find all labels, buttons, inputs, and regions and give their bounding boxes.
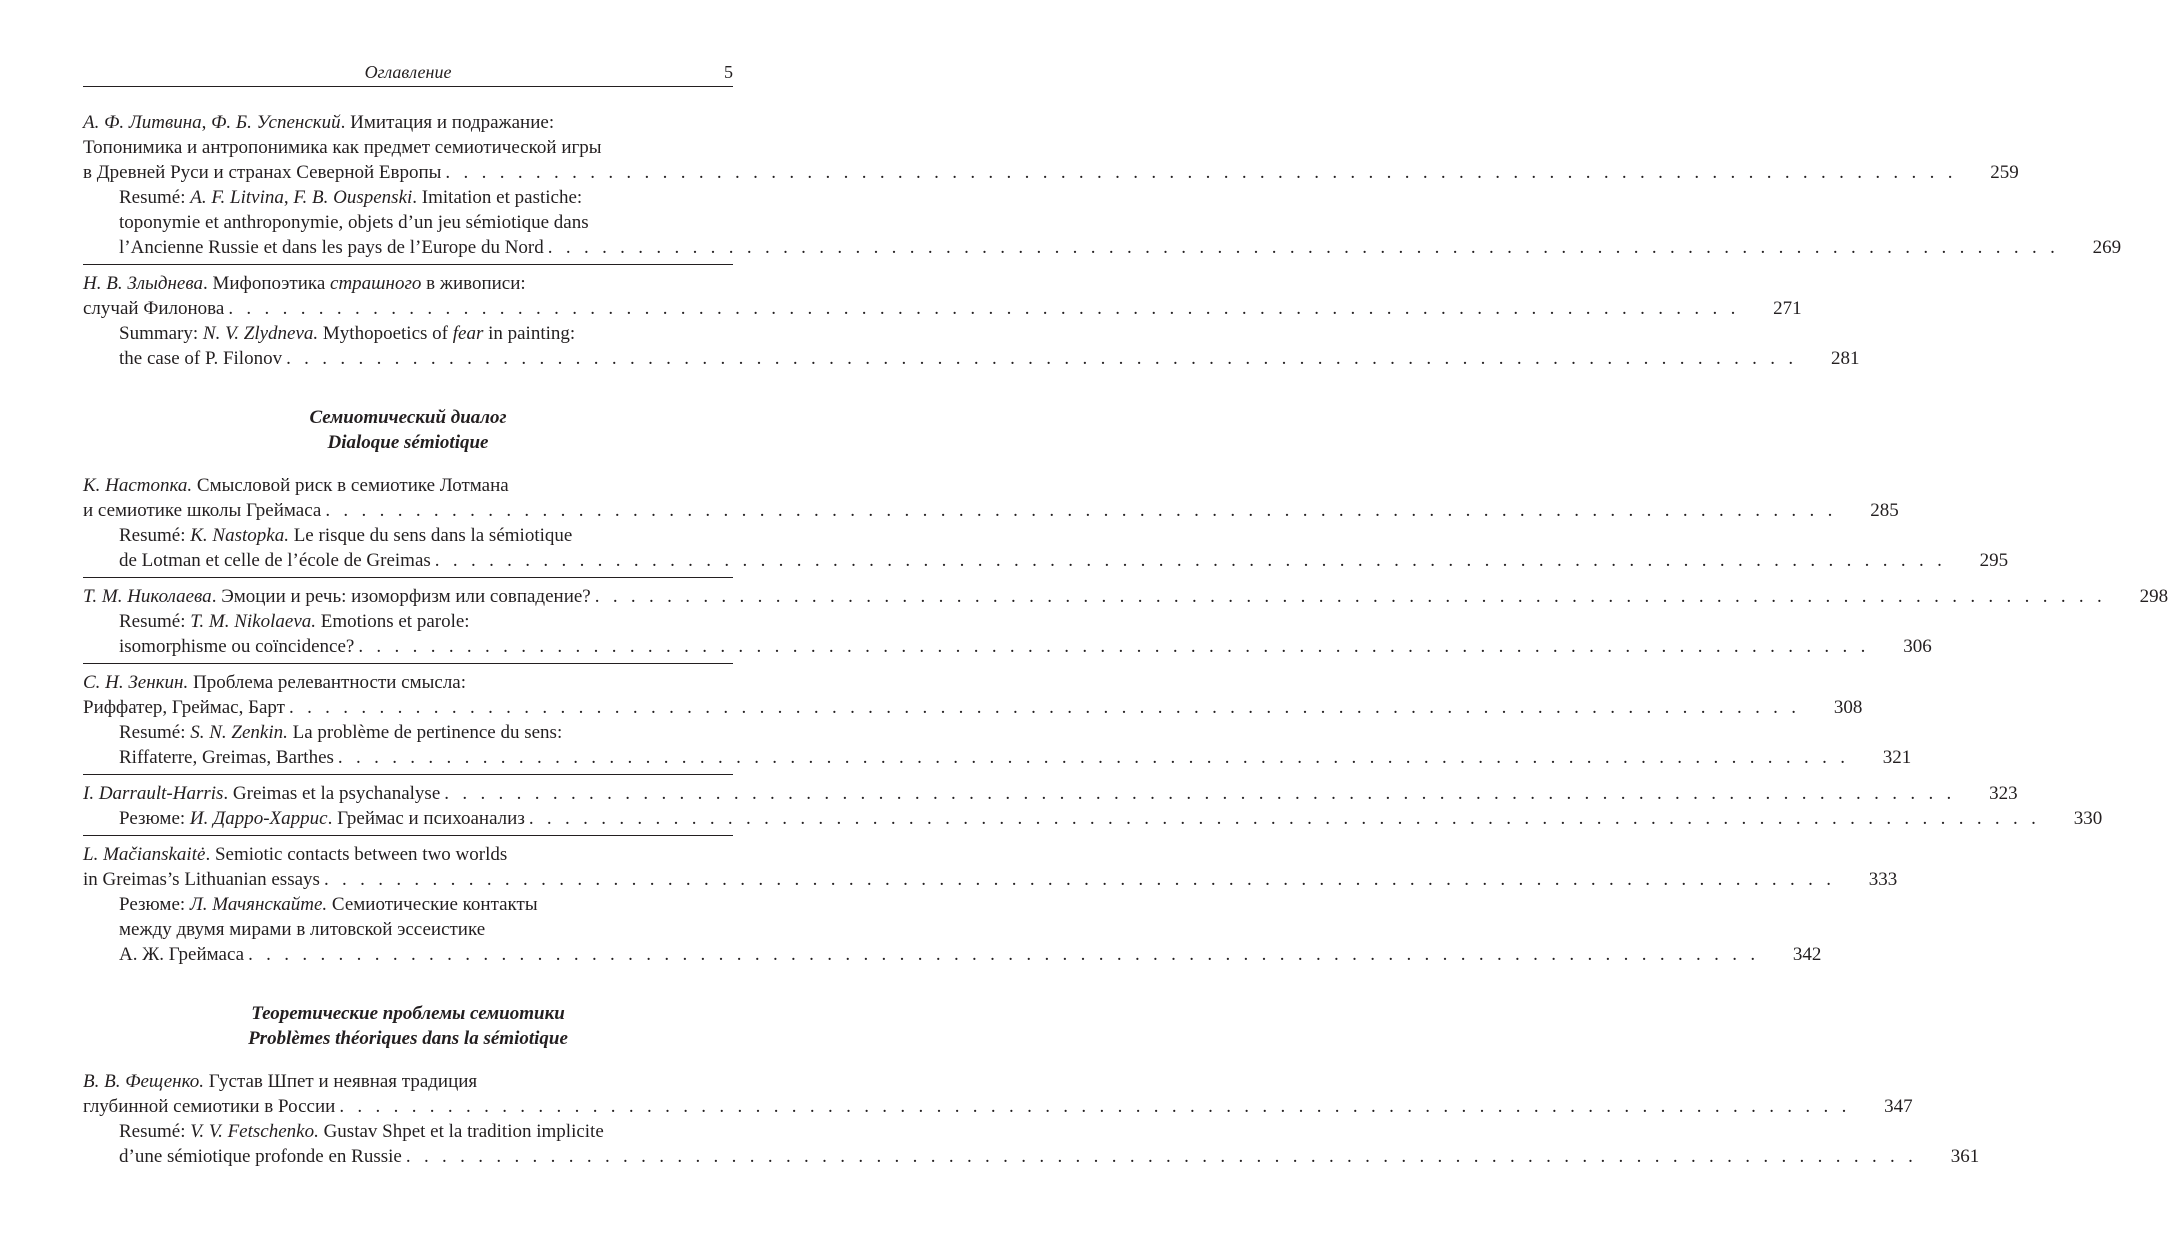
section-title-fr: Problèmes théoriques dans la sémiotique xyxy=(248,1028,568,1049)
toc-line xyxy=(83,473,733,498)
author: А. Ф. Литвина xyxy=(83,112,202,133)
page-number: 285 xyxy=(1870,500,1899,521)
entry-title: в живописи: xyxy=(421,273,526,294)
summary-label: Resumé: xyxy=(119,611,191,632)
toc-line xyxy=(83,110,733,135)
entry-title: Риффатер, Греймас, Барт xyxy=(83,697,285,718)
summary-label: Резюме: xyxy=(119,894,190,915)
header-page-number: 5 xyxy=(724,62,733,82)
entry-title: Смысловой риск в семиотике Лотмана xyxy=(192,475,509,496)
entry-title: . Мифопоэтика xyxy=(202,273,331,294)
entry-title: случай Филонова xyxy=(83,298,225,319)
page-number: 323 xyxy=(1989,783,2018,804)
author: Т. М. Николаева xyxy=(83,586,212,607)
leader-dots: . . . . . . . . . . . . . . . . . . . . . . . . . . . . . . . . . . . . . . . . . . . . . . . . . . . . . . . . . . . . . . . . . . . . . . . . . . . . . . . . . . . . xyxy=(405,1146,1918,1167)
entry-title: А. Ж. Греймаса xyxy=(119,944,245,965)
section-title-fr: Dialoque sémiotique xyxy=(327,432,489,453)
entry-title: Проблема релевантности смысла: xyxy=(188,672,467,693)
toc-subline xyxy=(83,523,733,548)
page-number: 259 xyxy=(1990,162,2019,183)
toc-line xyxy=(83,1069,733,1094)
toc-entry xyxy=(83,110,2122,265)
entry-title: Emotions et parole: xyxy=(316,611,470,632)
summary-label: Resumé: xyxy=(119,187,191,208)
page-number: 306 xyxy=(1903,636,1932,657)
author: T. M. Nikolaeva. xyxy=(190,611,317,632)
toc-line[interactable] xyxy=(83,867,1898,892)
toc-subline xyxy=(83,321,733,346)
leader-dots: . . . . . . . . . . . . . . . . . . . . . . . . . . . . . . . . . . . . . . . . . . . . . . . . . . . . . . . . . . . . . . . . . . . . . . . . . . . . . . . . . . . . xyxy=(339,1096,1851,1117)
entry-title: . Греймас и психоанализ xyxy=(327,808,525,829)
leader-dots: . . . . . . . . . . . . . . . . . . . . . . . . . . . . . . . . . . . . . . . . . . . . . . . . . . . . . . . . . . . . . . . . . . . . . . . . . . . . . . . . . . . . xyxy=(528,808,2041,829)
summary-label: Resumé: xyxy=(119,525,191,546)
separator: , xyxy=(283,187,294,208)
running-header xyxy=(83,60,733,87)
summary-label: Resumé: xyxy=(119,1121,191,1142)
toc-subline xyxy=(83,917,733,942)
entry-title: Топонимика и антропонимика как предмет семиотической игры xyxy=(83,137,602,158)
page-number: 298 xyxy=(2139,586,2168,607)
toc-subline[interactable] xyxy=(83,745,1912,770)
entry-title: de Lotman et celle de l’école de Greimas xyxy=(119,550,431,571)
leader-dots: . . . . . . . . . . . . . . . . . . . . . . . . . . . . . . . . . . . . . . . . . . . . . . . . . . . . . . . . . . . . . . . . . . . . . . . . . . . . . . . . . . . . xyxy=(358,636,1870,657)
entry-title: toponymie et anthroponymie, objets d’un jeu sémiotique dans xyxy=(119,212,589,233)
author: N. V. Zlydneva. xyxy=(202,323,319,344)
entry-title: l’Ancienne Russie et dans les pays de l’Europe du Nord xyxy=(119,237,544,258)
separator: , xyxy=(201,112,212,133)
page-number: 330 xyxy=(2073,808,2103,829)
toc-subline xyxy=(83,892,733,917)
author: К. Настопка. xyxy=(83,475,193,496)
toc-line xyxy=(83,670,733,695)
toc-content xyxy=(83,110,2168,1179)
leader-dots: . . . . . . . . . . . . . . . . . . . . . . . . . . . . . . . . . . . . . . . . . . . . . . . . . . . . . . . . . . . . . . . . . . . . . . . . . . . . . . . . . . . . xyxy=(248,944,1760,965)
section-heading xyxy=(83,405,733,455)
section-heading xyxy=(83,1001,733,1051)
toc-line[interactable] xyxy=(83,160,2019,185)
entry-title: Семиотические контакты xyxy=(327,894,538,915)
leader-dots: . . . . . . . . . . . . . . . . . . . . . . . . . . . . . . . . . . . . . . . . . . . . . . . . . . . . . . . . . . . . . . . . . . . . . . . . . . . . . . . . . . . . xyxy=(547,237,2060,258)
author: Н. В. Злыднева xyxy=(83,273,203,294)
summary-label: Резюме: xyxy=(119,808,190,829)
toc-entry xyxy=(83,1069,1980,1173)
author: И. Дарро-Харрис xyxy=(189,808,328,829)
page-number: 281 xyxy=(1830,348,1860,369)
toc-line[interactable] xyxy=(83,296,1802,321)
toc-line[interactable] xyxy=(83,1094,1913,1119)
entry-title: и семиотике школы Греймаса xyxy=(83,500,322,521)
toc-subline[interactable] xyxy=(83,634,1932,659)
author: V. V. Fetschenko. xyxy=(190,1121,319,1142)
entry-title: . Greimas et la psychanalyse xyxy=(223,783,441,804)
author: В. В. Фещенко. xyxy=(83,1071,205,1092)
leader-dots: . . . . . . . . . . . . . . . . . . . . . . . . . . . . . . . . . . . . . . . . . . . . . . . . . . . . . . . . . . . . . . . . . . . . . . . . . . . . . . . . . . . . xyxy=(228,298,1740,319)
entry-title: Густав Шпет и неявная традиция xyxy=(204,1071,478,1092)
toc-subline[interactable] xyxy=(83,1144,1980,1169)
author: F. B. Ouspenski xyxy=(293,187,413,208)
summary-label: Summary: xyxy=(119,323,203,344)
toc-line xyxy=(83,135,733,160)
toc-subline xyxy=(83,609,733,634)
page-number: 271 xyxy=(1773,298,1802,319)
entry-title: Mythopoetics of xyxy=(318,323,453,344)
header-title: Оглавление xyxy=(364,62,452,82)
leader-dots: . . . . . . . . . . . . . . . . . . . . . . . . . . . . . . . . . . . . . . . . . . . . . . . . . . . . . . . . . . . . . . . . . . . . . . . . . . . . . . . . . . . . xyxy=(337,747,1850,768)
page-number: 347 xyxy=(1884,1096,1913,1117)
toc-subline xyxy=(83,1119,733,1144)
page-number: 342 xyxy=(1792,944,1822,965)
entry-title: . Имитация и подражание: xyxy=(340,112,555,133)
entry-title: La problème de pertinence du sens: xyxy=(287,722,563,743)
section-title-ru: Семиотический диалог xyxy=(309,407,507,428)
toc-entry xyxy=(83,473,2009,578)
entry-title: in Greimas’s Lithuanian essays xyxy=(83,869,320,890)
toc-entry xyxy=(83,271,1860,375)
toc-line xyxy=(83,842,733,867)
entry-title: . Imitation et pastiche: xyxy=(412,187,583,208)
leader-dots: . . . . . . . . . . . . . . . . . . . . . . . . . . . . . . . . . . . . . . . . . . . . . . . . . . . . . . . . . . . . . . . . . . . . . . . . . . . . . . . . . . . . xyxy=(286,348,1798,369)
entry-title: Gustav Shpet et la tradition implicite xyxy=(318,1121,604,1142)
entry-title-italic: fear xyxy=(452,323,484,344)
toc-line xyxy=(83,271,733,296)
page-number: 308 xyxy=(1833,697,1863,718)
toc-entry xyxy=(83,670,1912,775)
leader-dots: . . . . . . . . . . . . . . . . . . . . . . . . . . . . . . . . . . . . . . . . . . . . . . . . . . . . . . . . . . . . . . . . . . . . . . . . . . . . . . . . . . . . xyxy=(594,586,2107,607)
entry-title: в Древней Руси и странах Северной Европы xyxy=(83,162,442,183)
entry-title-italic: страшного xyxy=(330,273,422,294)
entry-title: the case of P. Filonov xyxy=(119,348,283,369)
toc-entry xyxy=(83,584,2168,664)
summary-label: Resumé: xyxy=(119,722,191,743)
entry-title: . Semiotic contacts between two worlds xyxy=(205,844,508,865)
toc-subline xyxy=(83,210,733,235)
author: Ф. Б. Успенский xyxy=(211,112,341,133)
leader-dots: . . . . . . . . . . . . . . . . . . . . . . . . . . . . . . . . . . . . . . . . . . . . . . . . . . . . . . . . . . . . . . . . . . . . . . . . . . . . . . . . . . . . xyxy=(434,550,1947,571)
leader-dots: . . . . . . . . . . . . . . . . . . . . . . . . . . . . . . . . . . . . . . . . . . . . . . . . . . . . . . . . . . . . . . . . . . . . . . . . . . . . . . . . . . . . xyxy=(325,500,1837,521)
leader-dots: . . . . . . . . . . . . . . . . . . . . . . . . . . . . . . . . . . . . . . . . . . . . . . . . . . . . . . . . . . . . . . . . . . . . . . . . . . . . . . . . . . . . xyxy=(445,162,1957,183)
toc-subline[interactable] xyxy=(83,942,1822,967)
leader-dots: . . . . . . . . . . . . . . . . . . . . . . . . . . . . . . . . . . . . . . . . . . . . . . . . . . . . . . . . . . . . . . . . . . . . . . . . . . . . . . . . . . . . xyxy=(288,697,1801,718)
author: I. Darrault-Harris xyxy=(83,783,224,804)
toc-subline[interactable] xyxy=(83,235,2122,260)
toc-line[interactable] xyxy=(83,781,2018,806)
section-title-ru: Теоретические проблемы семиотики xyxy=(251,1003,565,1024)
entry-title: между двумя мирами в литовской эссеистике xyxy=(119,919,486,940)
toc-line[interactable] xyxy=(83,584,2168,609)
toc-subline[interactable] xyxy=(83,548,2009,573)
toc-entry xyxy=(83,781,2103,836)
leader-dots: . . . . . . . . . . . . . . . . . . . . . . . . . . . . . . . . . . . . . . . . . . . . . . . . . . . . . . . . . . . . . . . . . . . . . . . . . . . . . . . . . . . . xyxy=(323,869,1836,890)
entry-title: глубинной семиотики в России xyxy=(83,1096,336,1117)
page-number: 295 xyxy=(1979,550,2009,571)
entry-title: d’une sémiotique profonde en Russie xyxy=(119,1146,402,1167)
entry-title: in painting: xyxy=(483,323,576,344)
entry-title: Riffaterre, Greimas, Barthes xyxy=(119,747,334,768)
leader-dots: . . . . . . . . . . . . . . . . . . . . . . . . . . . . . . . . . . . . . . . . . . . . . . . . . . . . . . . . . . . . . . . . . . . . . . . . . . . . . . . . . . . . xyxy=(444,783,1956,804)
page-number: 269 xyxy=(2092,237,2122,258)
toc-line[interactable] xyxy=(83,498,1899,523)
entry-title: . Эмоции и речь: изоморфизм или совпадение? xyxy=(211,586,591,607)
toc-entry xyxy=(83,842,1898,971)
toc-subline xyxy=(83,185,733,210)
author: A. F. Litvina xyxy=(190,187,284,208)
page-number: 333 xyxy=(1868,869,1898,890)
entry-title: isomorphisme ou coïncidence? xyxy=(119,636,355,657)
toc-subline xyxy=(83,720,733,745)
toc-subline[interactable] xyxy=(83,806,2103,831)
entry-title: Le risque du sens dans la sémiotique xyxy=(288,525,573,546)
author: K. Nastopka. xyxy=(190,525,289,546)
page-number: 321 xyxy=(1882,747,1912,768)
toc-line[interactable] xyxy=(83,695,1863,720)
author: S. N. Zenkin. xyxy=(190,722,288,743)
page-number: 361 xyxy=(1950,1146,1980,1167)
author: Л. Мачянскайте. xyxy=(189,894,328,915)
author: L. Mačianskaitė xyxy=(83,844,206,865)
author: С. Н. Зенкин. xyxy=(83,672,189,693)
toc-subline[interactable] xyxy=(83,346,1860,371)
